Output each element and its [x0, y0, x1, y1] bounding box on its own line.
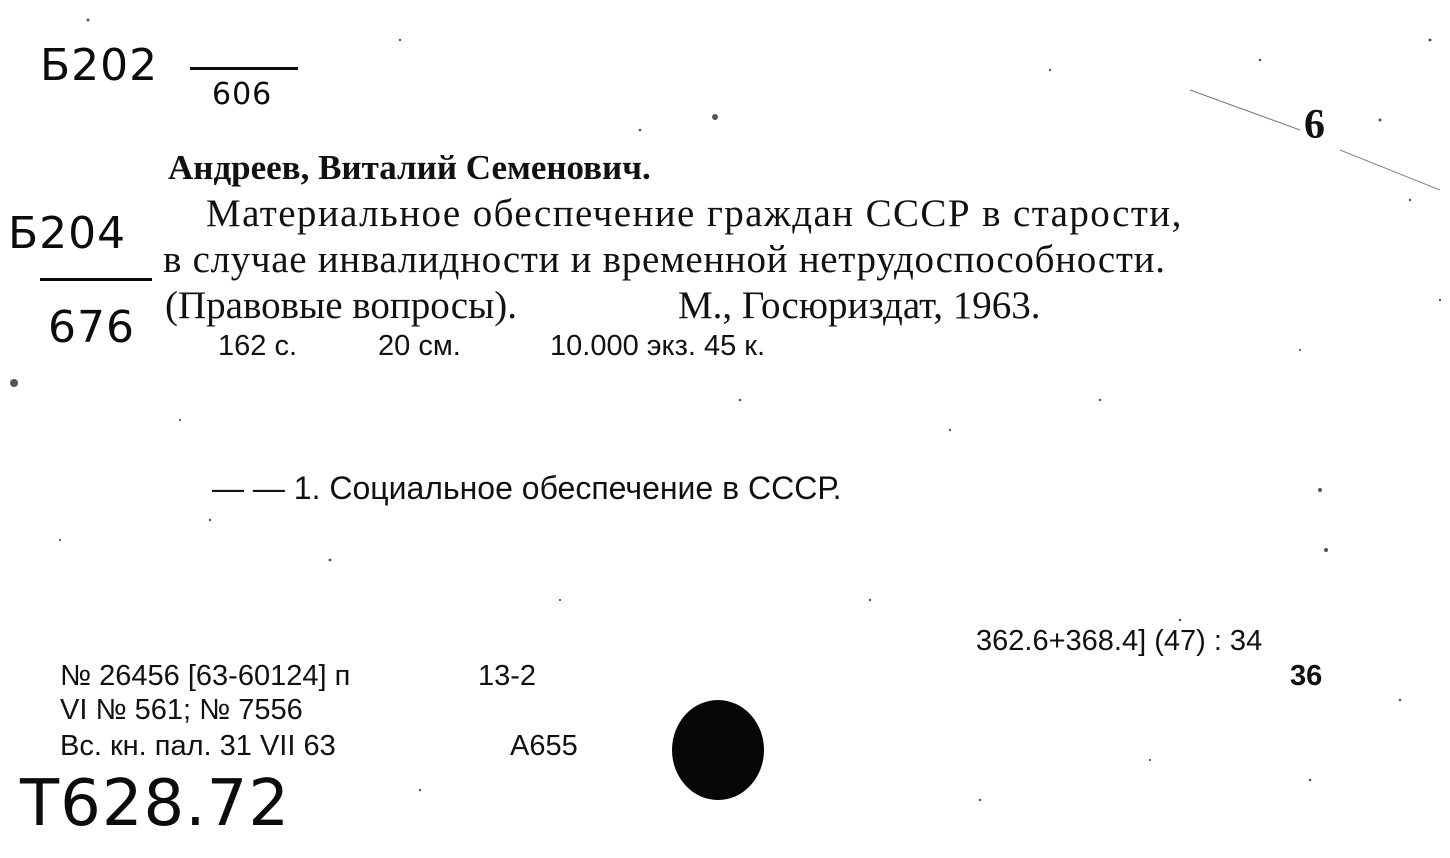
registry-line-2: VI № 561; № 7556 [60, 694, 303, 726]
registry-code: 13-2 [478, 660, 537, 692]
handwritten-shelfmark-second: Б204 [8, 208, 127, 259]
handwritten-shelfmark-top: Б202 [40, 40, 159, 91]
print-code: А655 [510, 730, 578, 762]
book-size: 20 см. [378, 330, 461, 362]
registry-number: № 26456 [63-60124] п [60, 660, 351, 692]
book-chamber-date: Вс. кн. пал. 31 VII 63 [60, 730, 336, 762]
copies-and-price: 10.000 экз. 45 к. [550, 330, 766, 362]
title-line-2: в случае инвалидности и временной нетрудоспособности. [163, 238, 1166, 281]
shelfmark-fraction-line [190, 67, 298, 70]
title-line-1: Материальное обеспечение граждан СССР в старости, [206, 192, 1183, 235]
classification-index: 362.6+368.4] (47) : 34 [976, 625, 1263, 657]
title-line-3: (Правовые вопросы). [165, 284, 518, 327]
shelfmark-second-fraction-line [40, 278, 152, 281]
handwritten-inventory-number: Т628.72 [20, 767, 291, 841]
handwritten-shelfmark-denominator: 606 [212, 77, 273, 112]
author-heading: Андреев, Виталий Семенович. [168, 148, 651, 187]
publisher-line: М., Госюриздат, 1963. [678, 284, 1041, 327]
card-number: 6 [1304, 102, 1325, 148]
card-punch-hole [672, 700, 764, 800]
pages-count: 162 с. [218, 330, 297, 362]
classification-index-secondary: 36 [1290, 660, 1323, 692]
handwritten-shelfmark-second-denominator: 676 [48, 302, 135, 353]
subject-heading: — — 1. Социальное обеспечение в СССР. [212, 470, 842, 506]
